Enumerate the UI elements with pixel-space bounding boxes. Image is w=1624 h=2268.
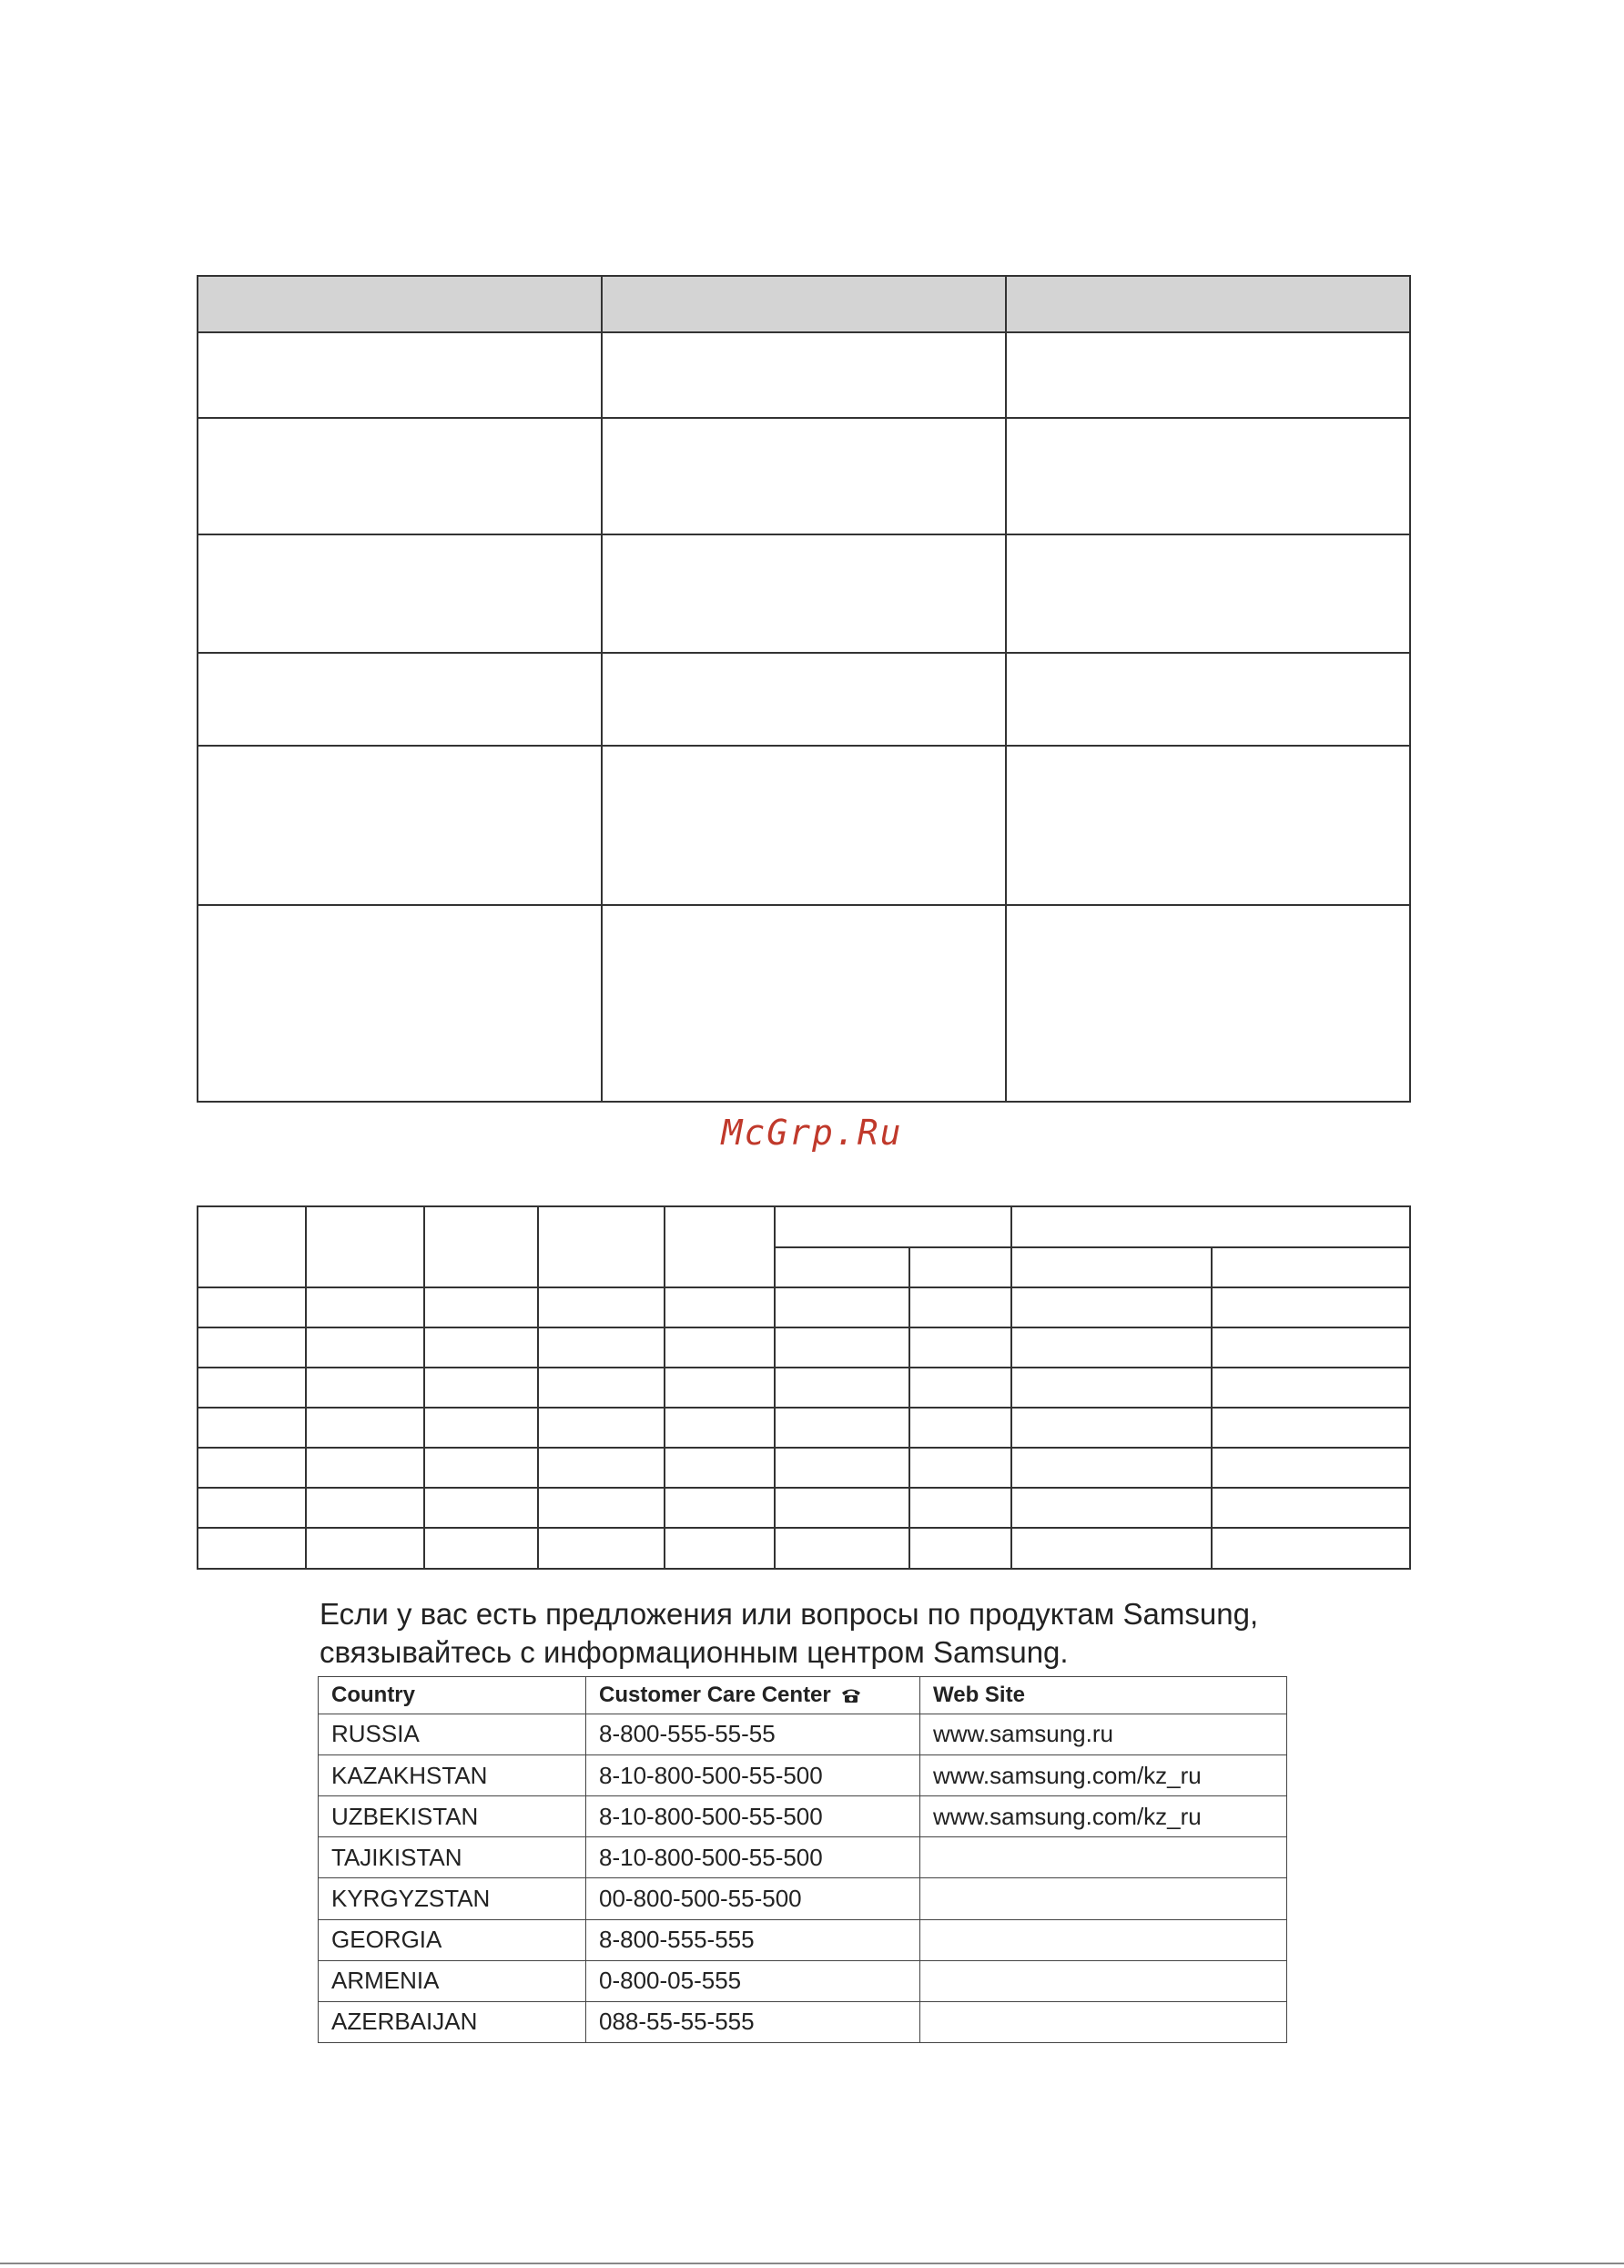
country-cell: KYRGYZSTAN (319, 1878, 586, 1919)
table-header-cell (602, 276, 1006, 332)
web-cell (920, 1878, 1287, 1919)
country-header: Country (319, 1677, 586, 1714)
contact-row (319, 1755, 1287, 1796)
web-site-header: Web Site (920, 1677, 1287, 1714)
page-bottom-rule (0, 2263, 1624, 2264)
table-row (198, 418, 1410, 534)
contact-table (318, 1676, 1287, 2043)
country-cell: TAJIKISTAN (319, 1837, 586, 1878)
phone-cell: 0-800-05-555 (586, 1960, 920, 2001)
country-cell: RUSSIA (319, 1714, 586, 1754)
contact-row (319, 1919, 1287, 1960)
country-cell: ARMENIA (319, 1960, 586, 2001)
table-row (198, 1448, 1410, 1488)
contact-row (319, 2001, 1287, 2042)
web-cell (920, 2001, 1287, 2042)
country-cell: GEORGIA (319, 1919, 586, 1960)
phone-cell: 8-10-800-500-55-500 (586, 1837, 920, 1878)
phone-cell: 8-800-555-55-55 (586, 1714, 920, 1754)
contact-row (319, 1878, 1287, 1919)
phone-cell: 8-800-555-555 (586, 1919, 920, 1960)
country-cell: KAZAKHSTAN (319, 1755, 586, 1796)
table-row (198, 332, 1410, 418)
phone-cell: 00-800-500-55-500 (586, 1878, 920, 1919)
country-cell: AZERBAIJAN (319, 2001, 586, 2042)
contact-row (319, 1796, 1287, 1837)
table-header-cell (1006, 276, 1410, 332)
web-cell (920, 1960, 1287, 2001)
contact-header-row (319, 1677, 1287, 1714)
intro-line-1: Если у вас есть предложения или вопросы по продуктам Samsung, (320, 1597, 1259, 1631)
blank-table-middle (197, 1205, 1411, 1570)
contact-row (319, 1714, 1287, 1754)
table-row (198, 1287, 1410, 1327)
care-center-label: Customer Care Center (599, 1682, 831, 1707)
table-row (198, 1327, 1410, 1368)
blank-table-top (197, 275, 1411, 1103)
table-row (198, 1488, 1410, 1528)
web-cell[interactable]: www.samsung.ru (920, 1714, 1287, 1754)
table-header-cell (198, 276, 602, 332)
web-cell (920, 1837, 1287, 1878)
phone-cell: 8-10-800-500-55-500 (586, 1755, 920, 1796)
contact-row (319, 1837, 1287, 1878)
table-row (198, 1408, 1410, 1448)
table-row (198, 1528, 1410, 1569)
table-row (198, 746, 1410, 905)
phone-cell: 088-55-55-555 (586, 2001, 920, 2042)
table-header-row (198, 1206, 1410, 1247)
web-cell (920, 1919, 1287, 1960)
table-row (198, 534, 1410, 653)
table-row (198, 1368, 1410, 1408)
web-cell[interactable]: www.samsung.com/kz_ru (920, 1755, 1287, 1796)
table-row (198, 905, 1410, 1102)
care-center-header (586, 1677, 920, 1714)
table-row (198, 653, 1410, 746)
watermark: McGrp.Ru (721, 1113, 903, 1153)
web-cell[interactable]: www.samsung.com/kz_ru (920, 1796, 1287, 1837)
table-header-row (198, 276, 1410, 332)
contact-intro (320, 1595, 1258, 1672)
intro-line-2: связывайтесь с информационным центром Samsung. (320, 1635, 1069, 1669)
phone-icon (840, 1687, 862, 1704)
phone-cell: 8-10-800-500-55-500 (586, 1796, 920, 1837)
country-cell: UZBEKISTAN (319, 1796, 586, 1837)
contact-row (319, 1960, 1287, 2001)
